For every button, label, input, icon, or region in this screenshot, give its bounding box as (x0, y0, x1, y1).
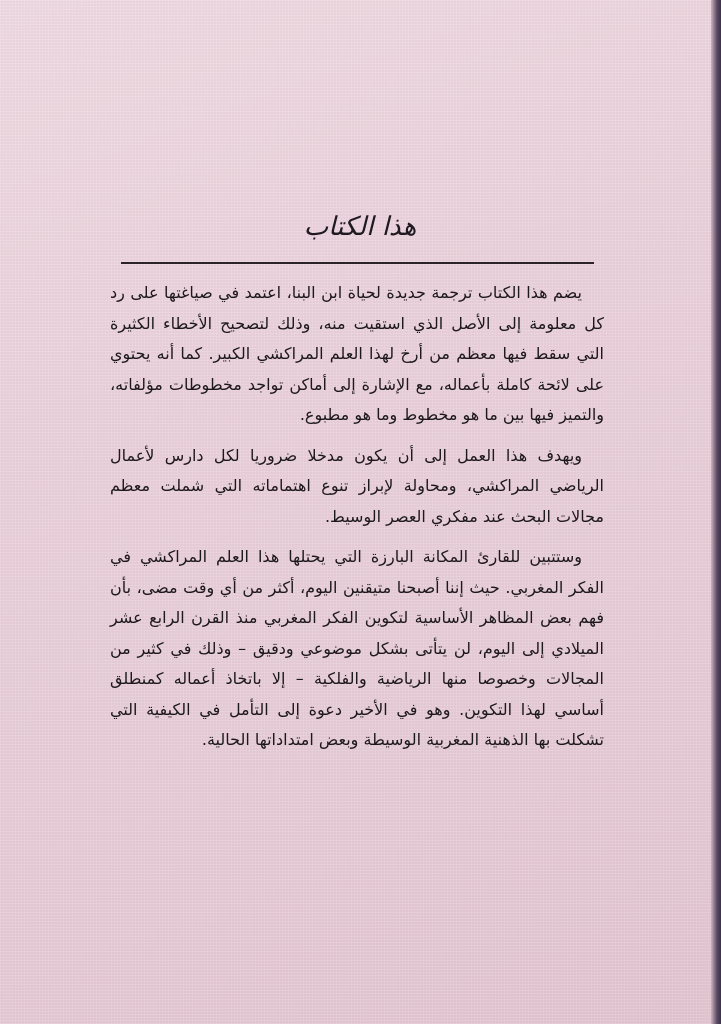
title-divider (121, 262, 594, 264)
blurb-text (110, 278, 604, 766)
blurb-paragraph-3: وستتبين للقارئ المكانة البارزة التي يحتلها هذا العلم المراكشي في الفكر المغربي. حيث إننا أصبحنا متيقنين اليوم، أكثر من أي وقت مضى، بأن فهم بعض المظاهر الأساسية لتكوين الفكر المغربي منذ القرن الرابع عشر الميلادي إلى اليوم، لن يتأتى بشكل موضوعي ودقيق – وذلك في كثير من المجالات وخصوصا منها الرياضية والفلكية – إلا باتخاذ أعماله كمنطلق أساسي لهذا التكوين. وهو في الأخير دعوة إلى التأمل في الكيفية التي تشكلت بها الذهنية المغربية الوسيطة وبعض امتداداتها الحالية. (110, 547, 604, 749)
blurb-paragraph-2: ويهدف هذا العمل إلى أن يكون مدخلا ضروريا لكل دارس لأعمال الرياضي المراكشي، ومحاولة لإبراز تنوع اهتماماته التي شملت معظم مجالات البحث عند مفكري العصر الوسيط. (110, 445, 604, 526)
book-spine-edge (711, 0, 721, 1024)
cover-title: هذا الكتاب (303, 212, 417, 242)
title-block (290, 204, 430, 250)
blurb-paragraph-1: يضم هذا الكتاب ترجمة جديدة لحياة ابن البنا، اعتمد في صياغتها على رد كل معلومة إلى الأصل الذي استقيت منه، وذلك لتصحيح الأخطاء الكثيرة التي سقط فيها معظم من أرخ لهذا العلم المراكشي الكبير. كما أنه يحتوي على لائحة كاملة بأعماله، مع الإشارة إلى أماكن تواجد مخطوطات مؤلفاته، والتميز فيها بين ما هو مخطوط وما هو مطبوع. (110, 283, 604, 424)
